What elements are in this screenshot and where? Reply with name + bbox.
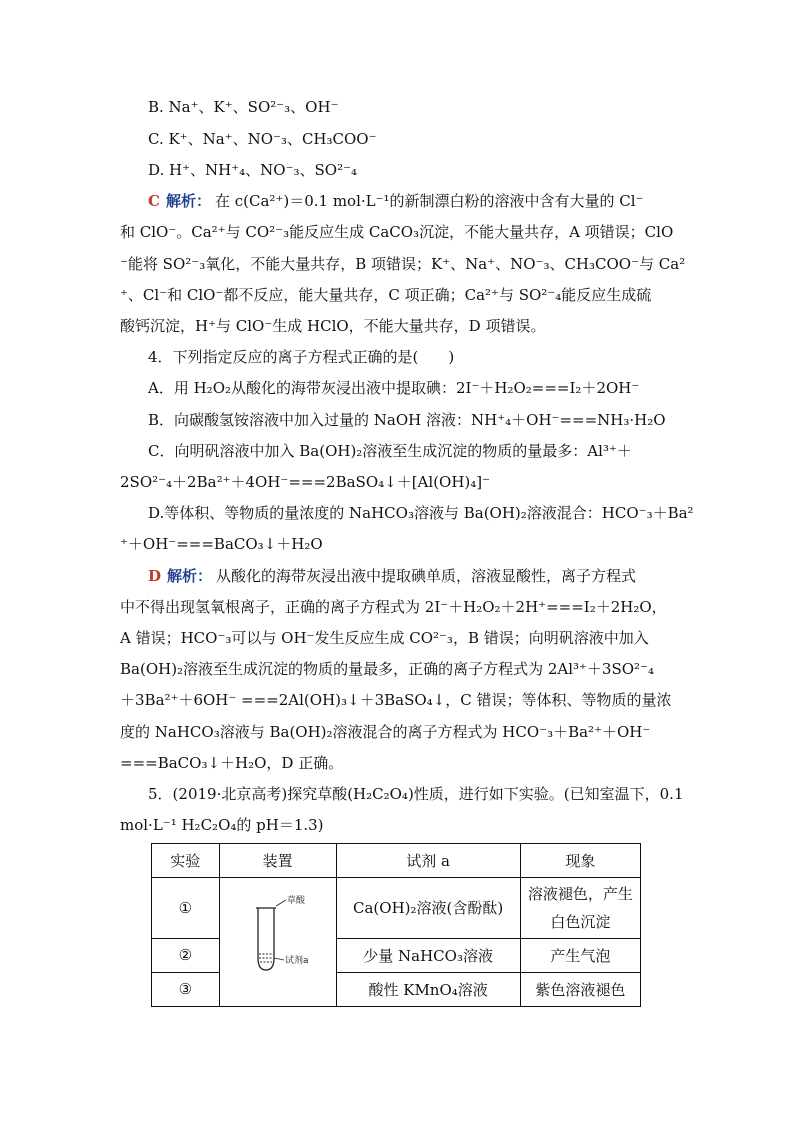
- result-cell: 紫色溶液褪色: [520, 972, 640, 1006]
- reagent-cell: Ca(OH)₂溶液(含酚酞): [336, 878, 520, 939]
- question-4-stem: 4．下列指定反应的离子方程式正确的是( ): [148, 348, 455, 366]
- analysis-line: Ba(OH)₂溶液至生成沉淀的物质的量最多，正确的离子方程式为 2Al³⁺＋3SO²⁻₄: [120, 660, 654, 678]
- analysis-line: A 错误；HCO⁻₃可以与 OH⁻发生反应生成 CO²⁻₃，B 错误；向明矾溶液中加入: [120, 629, 649, 647]
- question-5-stem: 5．(2019·北京高考)探究草酸(H₂C₂O₄)性质，进行如下实验。(已知室温下，0.1: [148, 785, 684, 803]
- test-tube-diagram: [220, 878, 336, 1002]
- reagent-cell: 酸性 KMnO₄溶液: [336, 972, 520, 1006]
- question-4-option-b: B．向碳酸氢铵溶液中加入过量的 NaOH 溶液：NH⁺₄＋OH⁻===NH₃·H₂O: [148, 411, 666, 429]
- analysis-text: 在 c(Ca²⁺)＝0.1 mol·L⁻¹的新制漂白粉的溶液中含有大量的 Cl⁻: [214, 192, 644, 210]
- question-5-stem-cont: mol·L⁻¹ H₂C₂O₄的 pH＝1.3): [120, 816, 324, 834]
- analysis-line: ⁺、Cl⁻和 ClO⁻都不反应，能大量共存，C 项正确；Ca²⁺与 SO²⁻₄能反应生成硫: [120, 286, 652, 304]
- option-d: D. H⁺、NH⁺₄、NO⁻₃、SO²⁻₄: [148, 161, 358, 179]
- experiment-number: ②: [152, 938, 220, 972]
- test-tube-icon: [256, 900, 286, 970]
- analysis-text: 从酸化的海带灰浸出液中提取碘单质，溶液显酸性，离子方程式: [216, 567, 637, 585]
- header-reagent: 试剂 a: [336, 844, 520, 878]
- header-experiment: 实验: [152, 844, 220, 878]
- analysis-line: [148, 191, 708, 211]
- experiment-number: ③: [152, 972, 220, 1006]
- question-4-option-d: D.等体积、等物质的量浓度的 NaHCO₃溶液与 Ba(OH)₂溶液混合：HCO⁻₃＋Ba²: [148, 504, 694, 522]
- header-phenomenon: 现象: [520, 844, 640, 878]
- experiment-table: [151, 843, 641, 1007]
- table-row: [152, 878, 641, 939]
- option-b: B. Na⁺、K⁺、SO²⁻₃、OH⁻: [148, 98, 339, 116]
- analysis-line: 度的 NaHCO₃溶液与 Ba(OH)₂溶液混合的离子方程式为 HCO⁻₃＋Ba²⁺＋OH⁻: [120, 723, 651, 741]
- analysis-line: 中不得出现氢氧根离子，正确的离子方程式为 2I⁻＋H₂O₂＋2H⁺===I₂＋2H₂O，: [120, 598, 667, 616]
- question-4-option-c-cont: 2SO²⁻₄＋2Ba²⁺＋4OH⁻===2BaSO₄↓＋[Al(OH)₄]⁻: [120, 473, 491, 491]
- question-4-option-d-cont: ⁺＋OH⁻===BaCO₃↓＋H₂O: [120, 535, 323, 553]
- apparatus-cell: [219, 878, 336, 1007]
- option-c: C. K⁺、Na⁺、NO⁻₃、CH₃COO⁻: [148, 130, 377, 148]
- table-header-row: [152, 844, 641, 878]
- analysis-line: 酸钙沉淀，H⁺与 ClO⁻生成 HClO，不能大量共存，D 项错误。: [120, 317, 546, 335]
- question-4-option-a: A．用 H₂O₂从酸化的海带灰浸出液中提取碘：2I⁻＋H₂O₂===I₂＋2OH⁻: [148, 379, 640, 397]
- analysis-line: [148, 566, 708, 586]
- result-cell: 产生气泡: [520, 938, 640, 972]
- header-apparatus: 装置: [219, 844, 336, 878]
- answer-letter: C: [148, 192, 160, 210]
- result-cell: 溶液褪色，产生白色沉淀: [520, 878, 640, 939]
- reagent-cell: 少量 NaHCO₃溶液: [336, 938, 520, 972]
- answer-letter: D: [148, 567, 162, 585]
- analysis-line: ⁻能将 SO²⁻₃氧化，不能大量共存，B 项错误；K⁺、Na⁺、NO⁻₃、CH₃COO⁻与 Ca²: [120, 255, 686, 273]
- label-oxalic-acid: 草酸: [286, 896, 305, 906]
- analysis-line: ＋3Ba²⁺＋6OH⁻ ===2Al(OH)₃↓＋3BaSO₄↓，C 错误；等体积、等物质的量浓: [120, 691, 672, 709]
- question-4-option-c: C．向明矾溶液中加入 Ba(OH)₂溶液至生成沉淀的物质的量最多：Al³⁺＋: [148, 442, 632, 460]
- label-reagent-a: 试剂a: [284, 956, 309, 966]
- analysis-tag: 解析：: [167, 567, 213, 585]
- analysis-line: 和 ClO⁻。Ca²⁺与 CO²⁻₃能反应生成 CaCO₃沉淀，不能大量共存，A 项错误；ClO: [120, 223, 674, 241]
- analysis-tag: 解析：: [165, 192, 211, 210]
- analysis-line: ===BaCO₃↓＋H₂O，D 正确。: [120, 754, 344, 772]
- experiment-number: ①: [152, 878, 220, 939]
